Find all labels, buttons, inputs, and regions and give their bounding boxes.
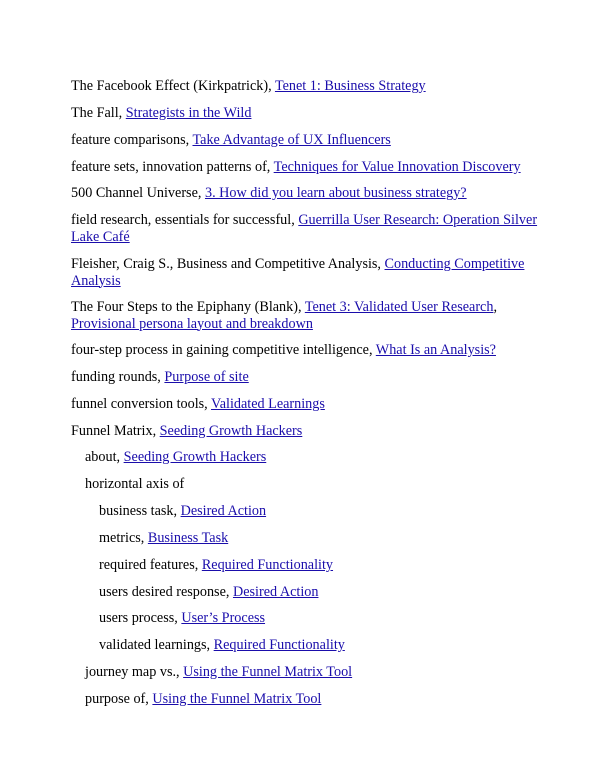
index-subentry — [85, 449, 541, 466]
index-entry — [71, 132, 541, 149]
entry-link[interactable]: Guerrilla User Research: Operation Silver Lake Café — [71, 212, 538, 245]
index-subsubentry — [99, 610, 541, 627]
index-entry — [71, 342, 541, 359]
index-subsubentry — [99, 530, 541, 547]
entry-term: 500 Channel Universe, — [71, 185, 205, 201]
entry-term: users desired response, — [99, 584, 233, 600]
entry-term: Fleisher, Craig S., Business and Competitive Analysis, — [71, 256, 385, 272]
entry-link[interactable]: Required Functionality — [201, 557, 334, 573]
entry-term: users process, — [99, 610, 182, 626]
entry-term: The Four Steps to the Epiphany (Blank), — [71, 299, 305, 315]
entry-link[interactable]: What Is an Analysis? — [375, 342, 496, 358]
entry-term: field research, essentials for successful, — [71, 212, 299, 228]
entry-term: feature comparisons, — [71, 132, 193, 148]
entry-term: funding rounds, — [71, 369, 165, 385]
entry-term: feature sets, innovation patterns of, — [71, 159, 274, 175]
entry-term: The Fall, — [71, 105, 126, 121]
entry-link[interactable]: Desired Action — [232, 584, 319, 600]
index-entry — [71, 185, 541, 202]
entry-term: Funnel Matrix, — [71, 423, 160, 439]
entry-term: funnel conversion tools, — [71, 396, 212, 412]
index-subsubentry — [99, 584, 541, 601]
index-entry — [71, 369, 541, 386]
index-subentry — [85, 691, 541, 708]
entry-link[interactable]: Provisional persona layout and breakdown — [71, 315, 313, 332]
entry-link[interactable]: Tenet 1: Business Strategy — [274, 78, 426, 94]
index-subsubentry — [99, 557, 541, 574]
entry-term: business task, — [99, 503, 181, 519]
entry-term: required features, — [99, 557, 202, 573]
entry-link[interactable]: Seeding Growth Hackers — [123, 449, 267, 465]
entry-link[interactable]: 3. How did you learn about business strategy? — [204, 185, 467, 201]
entry-term: metrics, — [99, 530, 148, 546]
entry-link[interactable]: Techniques for Value Innovation Discovery — [273, 159, 521, 175]
entry-link[interactable]: User’s Process — [181, 610, 266, 626]
entry-link[interactable]: Validated Learnings — [211, 396, 325, 412]
index-subentry — [85, 476, 541, 493]
entry-link[interactable]: Desired Action — [180, 503, 267, 519]
index-entry — [71, 105, 541, 122]
entry-link[interactable]: Required Functionality — [213, 637, 345, 653]
index-entry — [71, 299, 541, 332]
entry-link[interactable]: Using the Funnel Matrix Tool — [183, 664, 353, 680]
index-subsubentry — [99, 637, 541, 654]
index-subentry — [85, 664, 541, 681]
entry-term: The Facebook Effect (Kirkpatrick), — [71, 78, 275, 94]
entry-link[interactable]: Strategists in the Wild — [125, 105, 252, 121]
index-subsubentry — [99, 503, 541, 520]
entry-link[interactable]: Conducting Competitive Analysis — [71, 256, 525, 289]
entry-term: purpose of, — [85, 691, 153, 707]
link-separator: , — [493, 299, 497, 315]
index-entry — [71, 78, 541, 95]
index-entry — [71, 212, 541, 245]
entry-link[interactable]: Business Task — [147, 530, 229, 546]
entry-link[interactable]: Take Advantage of UX Influencers — [192, 132, 391, 148]
entry-link[interactable]: Tenet 3: Validated User Research — [304, 299, 494, 315]
entry-term: four-step process in gaining competitive intelligence, — [71, 342, 376, 358]
index-entry — [71, 159, 541, 176]
entry-link[interactable]: Using the Funnel Matrix Tool — [152, 691, 322, 707]
entry-link[interactable]: Purpose of site — [164, 369, 249, 385]
entry-link[interactable]: Seeding Growth Hackers — [159, 423, 303, 439]
index-entry — [71, 423, 541, 440]
index-entry — [71, 256, 541, 289]
entry-term: horizontal axis of — [85, 476, 185, 492]
entry-term: validated learnings, — [99, 637, 214, 653]
entry-term: journey map vs., — [85, 664, 184, 680]
entry-term: about, — [85, 449, 124, 465]
index-entry — [71, 396, 541, 413]
